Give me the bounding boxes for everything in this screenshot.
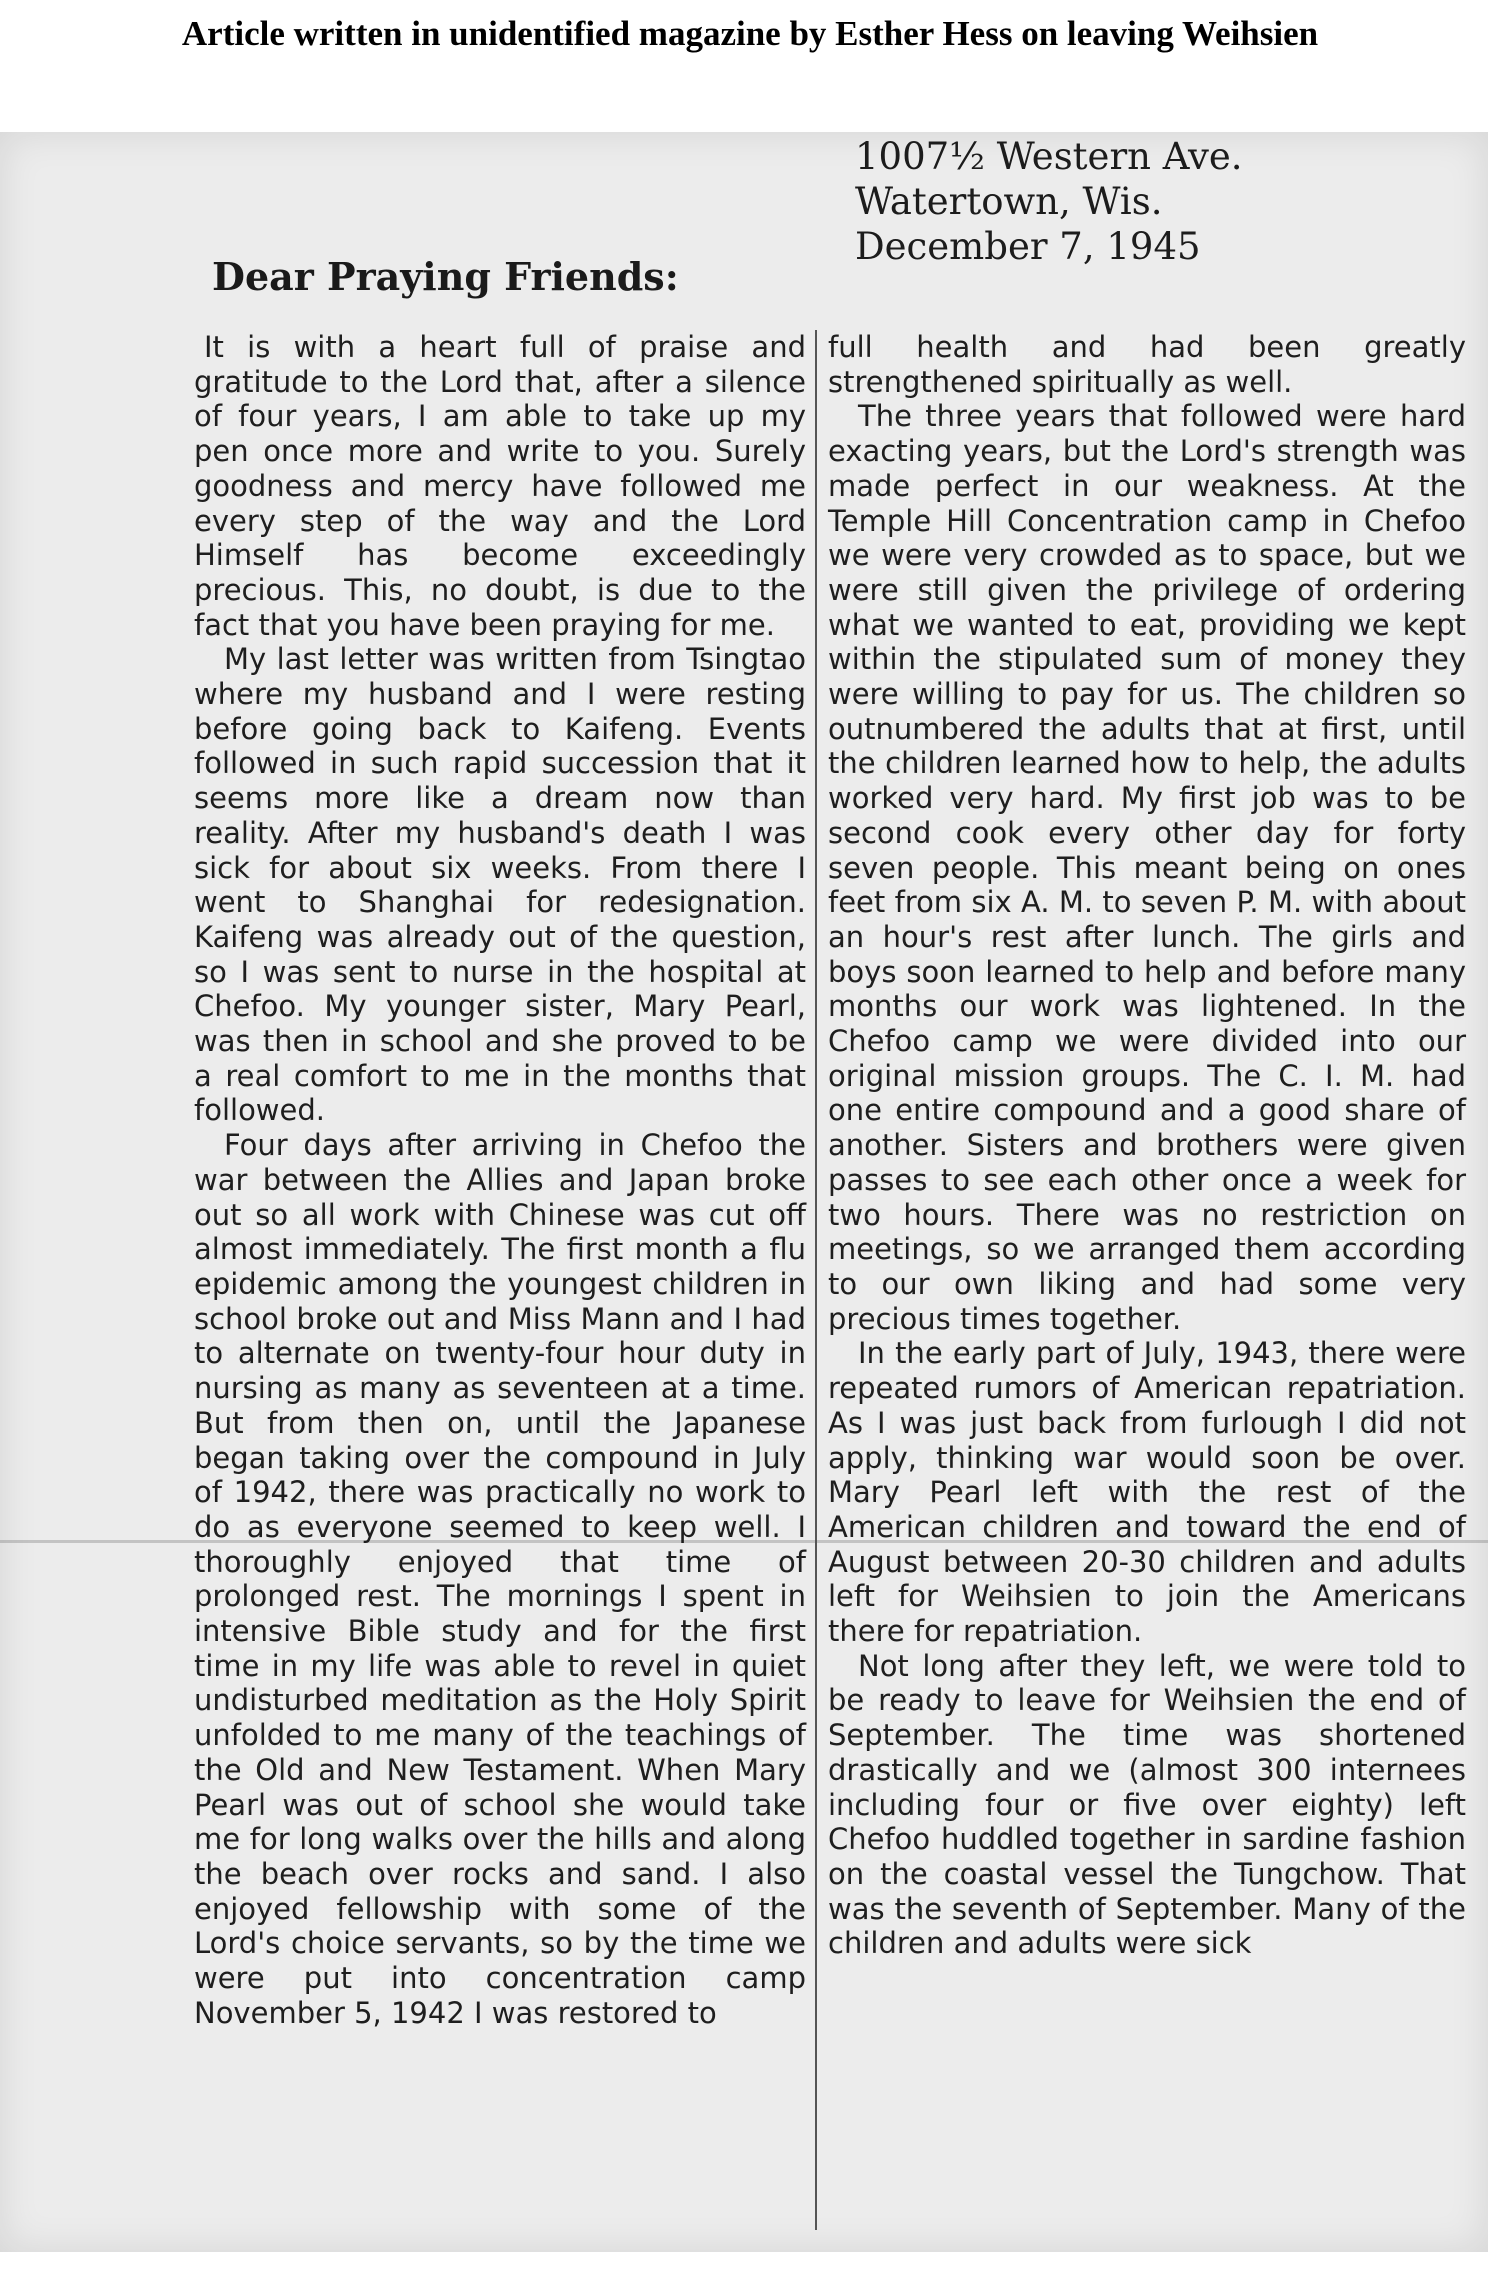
letter-date: December 7, 1945 — [855, 225, 1201, 268]
letter-paragraph: The three years that followed were hard exacting years, but the Lord's strength was made perfect in our weakness. At the Temple Hill Concentration camp in Chefoo we were very crowded as to space, but we were still given the privilege of ordering what we wanted to eat, providing we kept within the stipulated sum of money they were willing to pay for us. The children so outnumbered the adults that at first, until the children learned how to help, the adults worked very hard. My first job was to be second cook every other day for forty seven people. This meant being on ones feet from six A. M. to seven P. M. with about an hour's rest after lunch. The girls and boys soon learned to help and before many months our work was lightened. In the Chefoo camp we were divided into our original mission groups. The C. I. M. had one entire compound and a good share of another. Sisters and brothers were given passes to see each other once a week for two hours. There was no restriction on meetings, so we arranged them according to our own liking and had some very precious times together. — [828, 399, 1466, 1336]
letter-column-right — [828, 330, 1466, 1961]
letter-paragraph: full health and had been greatly strengthened spiritually as well. — [828, 330, 1466, 399]
sender-address-block — [855, 134, 1375, 269]
letter-paragraph: In the early part of July, 1943, there were repeated rumors of American repatriation. As I was just back from furlough I did not apply, thinking war would soon be over. Mary Pearl left with the rest of the American children and toward the end of August between 20-30 children and adults left for Weihsien to join the Americans there for repatriation. — [828, 1336, 1466, 1649]
letter-paragraph: My last letter was written from Tsingtao where my husband and I were resting before going back to Kaifeng. Events followed in such rapid succession that it seems more like a dream now than reality. After my husband's death I was sick for about six weeks. From there I went to Shanghai for redesignation. Kaifeng was already out of the question, so I was sent to nurse in the hospital at Chefoo. My younger sister, Mary Pearl, was then in school and she proved to be a real comfort to me in the months that followed. — [194, 642, 806, 1128]
letter-paragraph: Not long after they left, we were told to be ready to leave for Weihsien the end of September. The time was shortened drastically and we (almost 300 internees including four or five over eighty) left Chefoo huddled together in sardine fashion on the coastal vessel the Tungchow. That was the seventh of September. Many of the children and adults were sick — [828, 1648, 1466, 1961]
column-divider — [815, 330, 817, 2230]
page-title: Article written in unidentified magazine by Esther Hess on leaving Weihsien — [181, 14, 1319, 53]
address-street: 1007½ Western Ave. — [855, 135, 1243, 178]
letter-paragraph: Four days after arriving in Chefoo the war between the Allies and Japan broke out so all work with Chinese was cut off almost immediately. The first month a flu epidemic among the youngest children in school broke out and Miss Mann and I had to alternate on twenty-four hour duty in nursing as many as seventeen at a time. But from then on, until the Japanese began taking over the compound in July of 1942, there was practically no work to do as everyone seemed to keep well. I thoroughly enjoyed that time of prolonged rest. The mornings I spent in intensive Bible study and for the first time in my life was able to revel in quiet undisturbed meditation as the Holy Spirit unfolded to me many of the teachings of the Old and New Testament. When Mary Pearl was out of school she would take me for long walks over the hills and along the beach over rocks and sand. I also enjoyed fellowship with some of the Lord's choice servants, so by the time we were put into concentration camp November 5, 1942 I was restored to — [194, 1128, 806, 2030]
address-city: Watertown, Wis. — [855, 180, 1163, 223]
letter-paragraph: It is with a heart full of praise and gratitude to the Lord that, after a silence of four years, I am able to take up my pen once more and write to you. Surely goodness and mercy have followed me every step of the way and the Lord Himself has become exceedingly precious. This, no doubt, is due to the fact that you have been praying for me. — [194, 330, 806, 642]
letter-greeting: Dear Praying Friends: — [212, 254, 679, 299]
letter-column-left — [194, 330, 806, 2030]
